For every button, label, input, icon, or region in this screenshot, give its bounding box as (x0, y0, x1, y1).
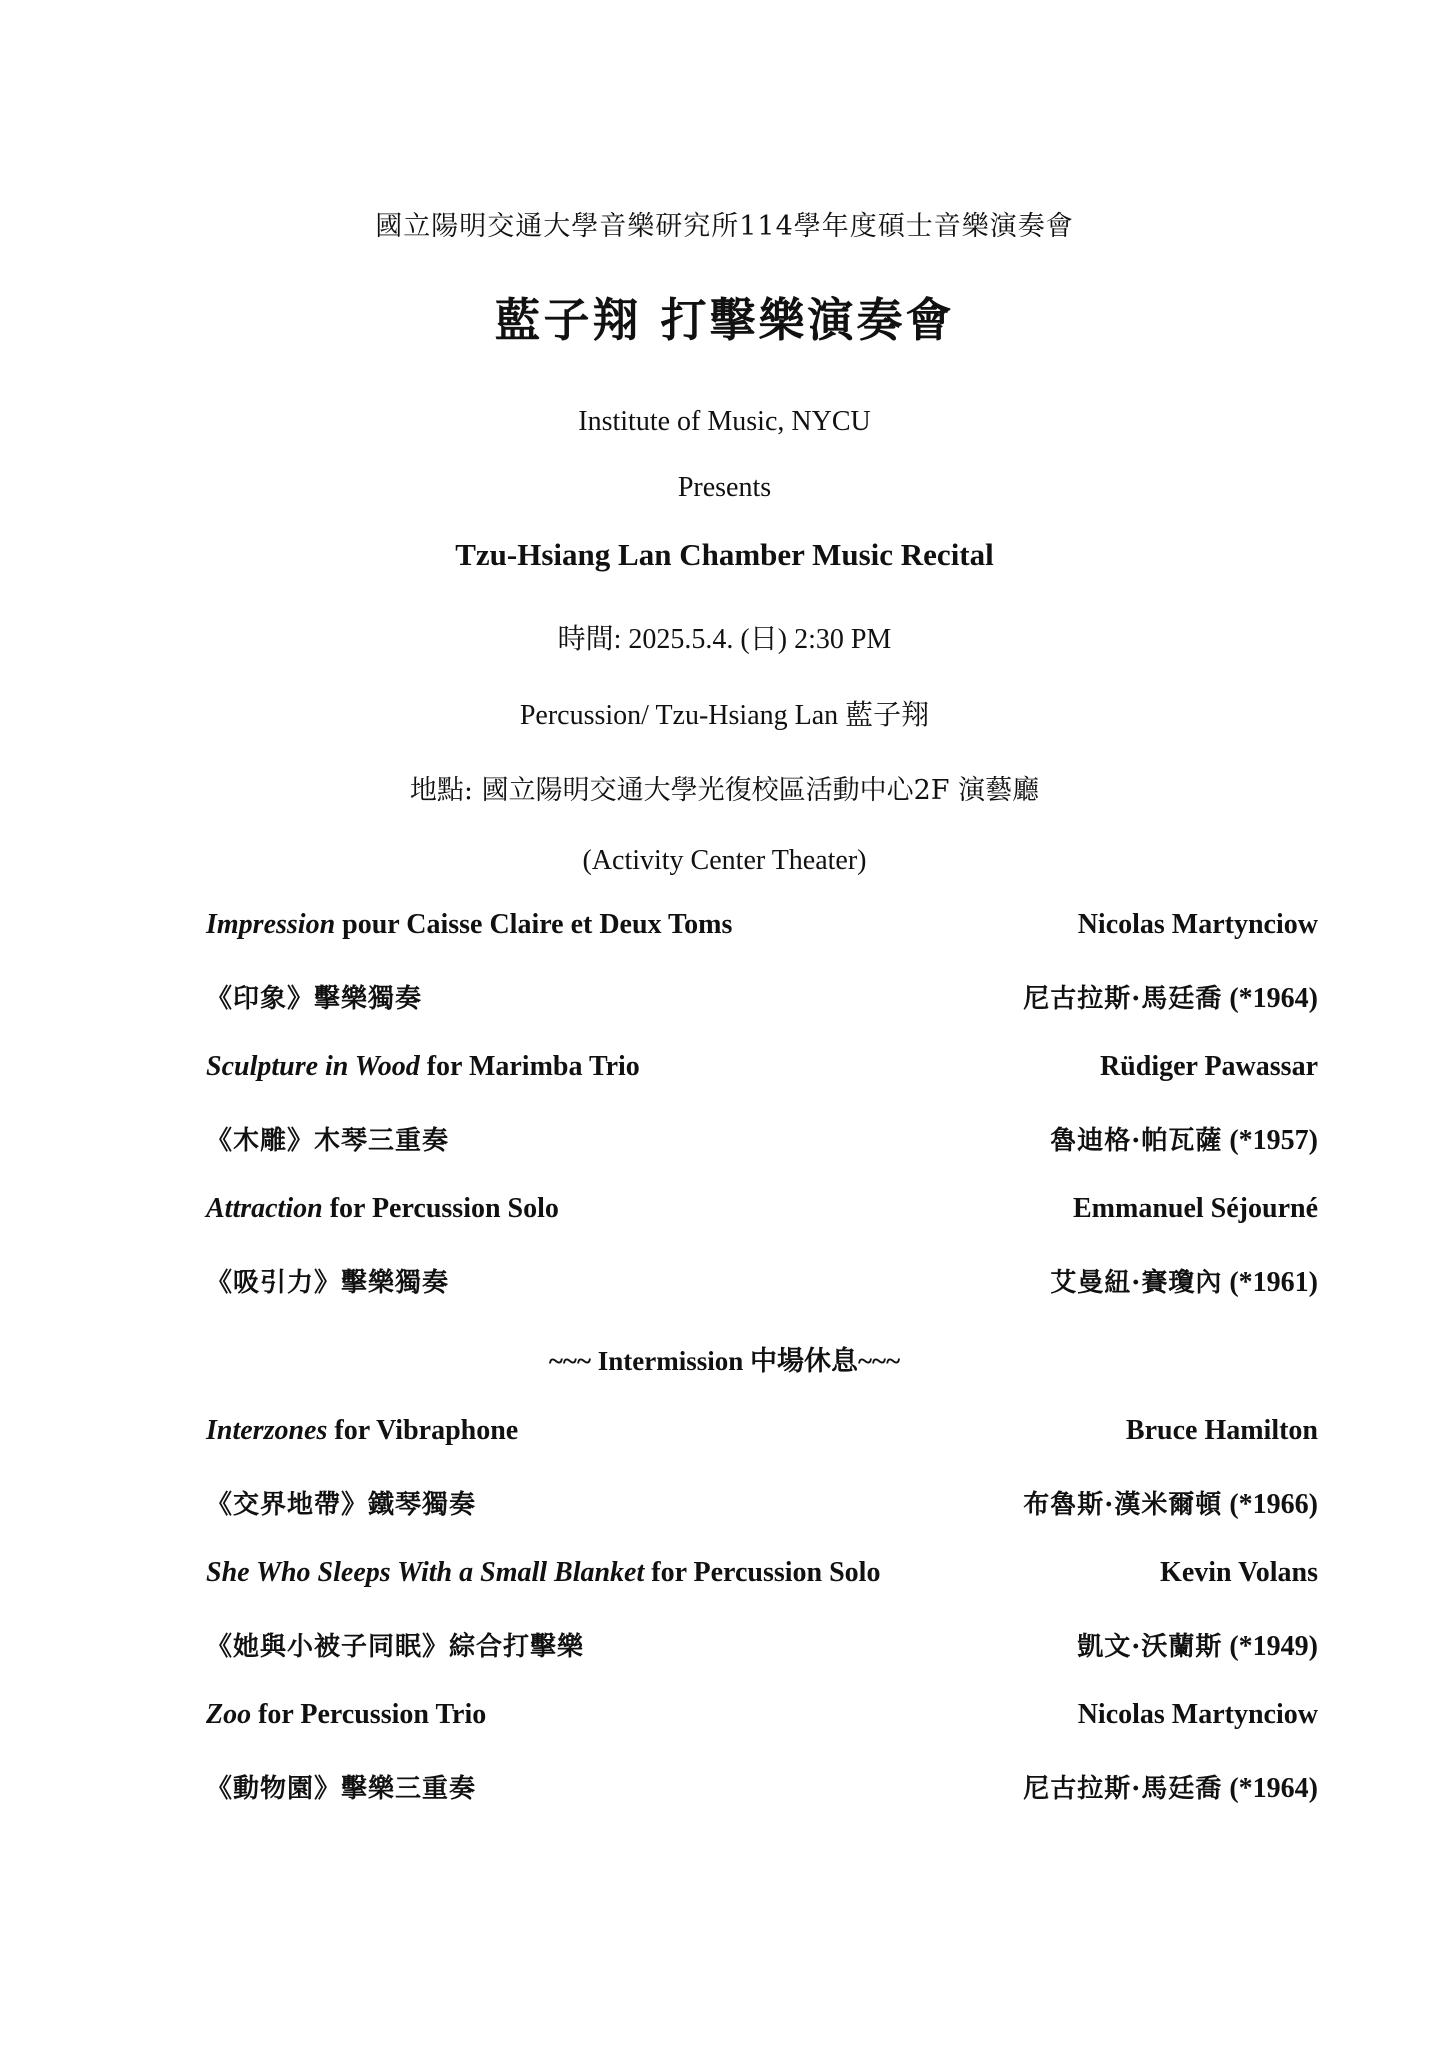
composer-years: (*1949) (1222, 1631, 1318, 1662)
work-title: Zoo (206, 1699, 252, 1730)
work-title-cn: 《她與小被子同眠》綜合打擊樂 (206, 1632, 585, 1662)
work-instrumentation: for Marimba Trio (419, 1051, 640, 1082)
work-title-cn: 《印象》擊樂獨奏 (206, 984, 423, 1014)
program-item-cn (206, 1262, 1318, 1302)
work-title: Impression (206, 909, 336, 940)
program-item-en (206, 1557, 1318, 1597)
composer-name: Bruce Hamilton (1125, 1415, 1318, 1446)
composer-name-cn: 凱文·沃蘭斯 (1077, 1632, 1223, 1662)
performer-line: Percussion/ Tzu-Hsiang Lan 藍子翔 (519, 700, 930, 731)
composer-name-cn: 魯迪格·帕瓦薩 (1050, 1126, 1223, 1156)
work-title-cn: 《交界地帶》鐵琴獨奏 (206, 1490, 477, 1520)
work-title: Sculpture in Wood (206, 1051, 420, 1082)
composer-name: Nicolas Martynciow (1077, 1699, 1318, 1730)
program-item-en (206, 1193, 1318, 1233)
intermission-line: ~~~ Intermission 中場休息~~~ (548, 1346, 901, 1376)
program-item-en (206, 1699, 1318, 1739)
presents-line: Presents (677, 472, 772, 503)
composer-years: (*1961) (1222, 1267, 1318, 1298)
venue-en-line: (Activity Center Theater) (582, 845, 867, 876)
composer-name-cn: 尼古拉斯·馬廷喬 (1023, 1774, 1223, 1804)
composer-name: Rüdiger Pawassar (1099, 1051, 1318, 1082)
composer-name: Emmanuel Séjourné (1073, 1193, 1318, 1224)
cn-subtitle: 國立陽明交通大學音樂研究所114學年度碩士音樂演奏會 (375, 211, 1074, 242)
work-title-cn: 《木雕》木琴三重奏 (206, 1126, 450, 1156)
program-item-cn (206, 1484, 1318, 1524)
work-instrumentation: for Vibraphone (327, 1415, 519, 1446)
venue-line: 地點: 國立陽明交通大學光復校區活動中心2F 演藝廳 (409, 775, 1040, 806)
work-instrumentation: for Percussion Trio (251, 1699, 487, 1730)
work-instrumentation: for Percussion Solo (322, 1193, 559, 1224)
composer-name-cn: 布魯斯·漢米爾頓 (1023, 1490, 1223, 1520)
institute-line: Institute of Music, NYCU (578, 406, 871, 437)
composer-name-cn: 艾曼紐·賽瓊內 (1050, 1268, 1223, 1298)
work-instrumentation: for Percussion Solo (644, 1557, 881, 1588)
program-item-en (206, 1415, 1318, 1455)
composer-name: Kevin Volans (1160, 1557, 1318, 1588)
program-item-en (206, 1051, 1318, 1091)
program-item-cn (206, 1626, 1318, 1666)
cn-title: 藍子翔 打擊樂演奏會 (494, 293, 955, 347)
work-title: Attraction (206, 1193, 323, 1224)
program-item-cn (206, 1768, 1318, 1808)
composer-years: (*1966) (1222, 1489, 1318, 1520)
composer-name: Nicolas Martynciow (1077, 909, 1318, 940)
composer-years: (*1964) (1222, 1773, 1318, 1804)
composer-name-cn: 尼古拉斯·馬廷喬 (1023, 984, 1223, 1014)
program-item-en (206, 909, 1318, 949)
en-title: Tzu-Hsiang Lan Chamber Music Recital (455, 537, 994, 572)
work-instrumentation: pour Caisse Claire et Deux Toms (335, 909, 733, 940)
program-item-cn (206, 1120, 1318, 1160)
composer-years: (*1964) (1222, 983, 1318, 1014)
work-title-cn: 《吸引力》擊樂獨奏 (206, 1268, 450, 1298)
program-item-cn (206, 978, 1318, 1018)
composer-years: (*1957) (1222, 1125, 1318, 1156)
work-title: Interzones (206, 1415, 328, 1446)
work-title: She Who Sleeps With a Small Blanket (206, 1557, 645, 1588)
work-title-cn: 《動物園》擊樂三重奏 (206, 1774, 477, 1804)
time-line: 時間: 2025.5.4. (日) 2:30 PM (557, 624, 892, 655)
